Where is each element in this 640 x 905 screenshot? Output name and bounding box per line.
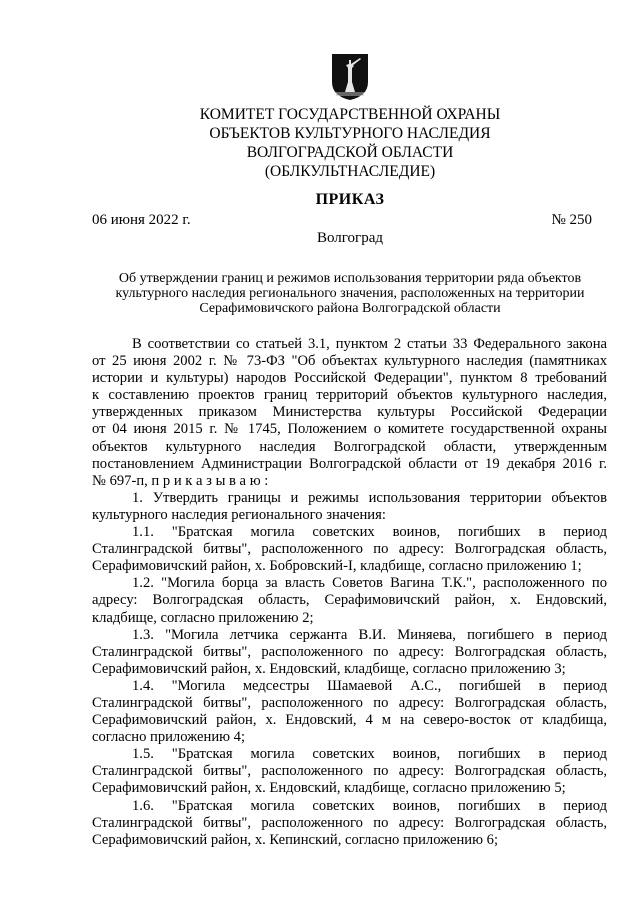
body-line: Сталинградской битвы", расположенного по адресу: Волгоградская область, xyxy=(92,541,607,558)
header-line: КОМИТЕТ ГОСУДАРСТВЕННОЙ ОХРАНЫ xyxy=(199,106,501,123)
body-line: от 25 июня 2002 г. № 73-ФЗ "Об объектах культурного наследия (памятниках xyxy=(92,353,607,370)
document-subject xyxy=(80,271,620,316)
body-paragraph xyxy=(92,524,607,575)
body-line: 1.3. "Могила летчика сержанта В.И. Миняева, погибшего в период xyxy=(132,626,607,643)
body-line: № 697-п, п р и к а з ы в а ю : xyxy=(92,472,269,489)
body-line: адресу: Волгоградская область, Серафимовичский район, х. Ендовский, xyxy=(92,592,607,609)
body-paragraph xyxy=(92,336,607,490)
subject-line: культурного наследия регионального значения, расположенных на территории xyxy=(115,286,585,301)
body-line: постановлением Администрации Волгоградской области от 19 декабря 2016 г. xyxy=(92,455,607,472)
body-line: В соответствии со статьей 3.1, пунктом 2 статьи 33 Федерального закона xyxy=(132,336,607,352)
body-line: к составлению проектов границ территорий объектов культурного наследия, xyxy=(92,387,607,404)
body-line: истории и культуры) народов Российской Федерации", пунктом 8 требований xyxy=(92,370,607,387)
body-line: Сталинградской битвы", расположенного по адресу: Волгоградская область, xyxy=(92,694,607,711)
body-line: от 04 июня 2015 г. № 1745, Положением о комитете государственной охраны xyxy=(92,421,607,438)
body-line: 1.1. "Братская могила советских воинов, погибших в период xyxy=(132,524,607,541)
organization-header xyxy=(120,105,580,181)
body-paragraph xyxy=(92,575,607,626)
document-number: № 250 xyxy=(551,212,592,228)
body-line: Серафимовичский район, х. Кепинский, согласно приложению 6; xyxy=(92,831,499,848)
body-line: кладбище, согласно приложению 2; xyxy=(92,609,314,626)
body-line: Сталинградской битвы", расположенного по адресу: Волгоградская область, xyxy=(92,763,607,780)
document-body xyxy=(92,336,607,849)
document-city: Волгоград xyxy=(316,230,383,246)
header-line: ВОЛГОГРАДСКОЙ ОБЛАСТИ xyxy=(246,144,454,161)
body-line: Сталинградской битвы", расположенного по адресу: Волгоградская область, xyxy=(92,814,607,831)
body-paragraph xyxy=(92,798,607,849)
body-paragraph xyxy=(92,746,607,797)
body-line: 1. Утвердить границы и режимы использования территории объектов xyxy=(132,489,607,506)
body-line: объектов культурного наследия Волгоградской области, утвержденным xyxy=(92,438,607,455)
body-line: согласно приложению 4; xyxy=(92,729,246,746)
body-line: 1.6. "Братская могила советских воинов, погибших в период xyxy=(132,797,607,814)
subject-line: Серафимовичского района Волгоградской области xyxy=(199,301,501,316)
body-line: Серафимовичский район, х. Ендовский, 4 м на северо-восток от кладбища, xyxy=(92,712,607,729)
body-line: Серафимовичский район, х. Ендовский, кладбище, согласно приложению 5; xyxy=(92,780,566,797)
body-line: культурного наследия регионального значения: xyxy=(92,506,386,523)
body-line: Серафимовичский район, х. Ендовский, кладбище, согласно приложению 3; xyxy=(92,660,566,677)
body-line: 1.4. "Могила медсестры Шамаевой А.С., погибшей в период xyxy=(132,677,607,694)
body-line: Серафимовичский район, х. Бобровский-I, кладбище, согласно приложению 1; xyxy=(92,558,582,575)
body-paragraph xyxy=(92,678,607,746)
body-line: 1.2. "Могила борца за власть Советов Вагина Т.К.", расположенного по xyxy=(132,575,607,592)
subject-line: Об утверждении границ и режимов использования территории ряда объектов xyxy=(118,271,582,286)
body-line: утвержденных приказом Министерства культуры Российской Федерации xyxy=(92,404,607,421)
document-date: 06 июня 2022 г. xyxy=(92,212,191,228)
body-line: Сталинградской битвы", расположенного по адресу: Волгоградская область, xyxy=(92,643,607,660)
body-paragraph xyxy=(92,490,607,524)
header-line: (ОБЛКУЛЬТНАСЛЕДИЕ) xyxy=(264,163,436,180)
header-line: ОБЪЕКТОВ КУЛЬТУРНОГО НАСЛЕДИЯ xyxy=(209,125,491,142)
body-paragraph xyxy=(92,627,607,678)
body-line: 1.5. "Братская могила советских воинов, погибших в период xyxy=(132,746,607,763)
document-title: ПРИКАЗ xyxy=(315,191,385,208)
coat-of-arms-icon xyxy=(330,52,370,102)
